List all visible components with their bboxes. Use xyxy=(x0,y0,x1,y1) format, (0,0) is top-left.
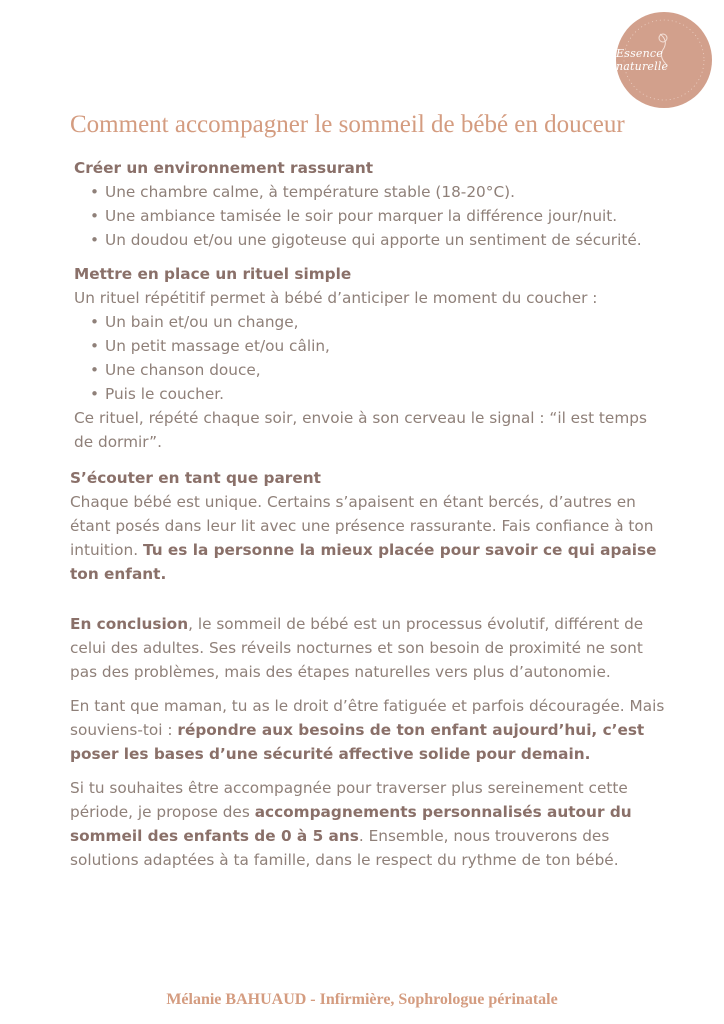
page-title: Comment accompagner le sommeil de bébé en douceur xyxy=(70,111,625,138)
paragraph-text: Si tu souhaites être accompagnée pour traverser plus sereinement cette période, je propose des xyxy=(70,779,628,821)
paragraph: Un rituel répétitif permet à bébé d’anticiper le moment du coucher : xyxy=(74,289,598,307)
paragraph xyxy=(70,694,670,766)
footer-signature: Mélanie BAHUAUD - Infirmière, Sophrologue périnatale xyxy=(166,991,558,1008)
paragraph xyxy=(70,776,670,872)
bold-text: En conclusion xyxy=(70,615,189,633)
brand-logo xyxy=(616,12,712,108)
main-content xyxy=(70,156,670,872)
bullet-list xyxy=(74,310,670,406)
paragraph-text: En tant que maman, tu as le droit d’être fatiguée et parfois découragée. Mais souviens-toi : xyxy=(70,697,665,739)
paragraph-text: . Ensemble, nous trouverons des solutions adaptées à ta famille, dans le respect du rythme de ton bébé. xyxy=(70,827,619,869)
section-ritual xyxy=(70,262,670,454)
paragraph xyxy=(70,612,670,684)
paragraph-text: Chaque bébé est unique. Certains s’apaisent en étant bercés, d’autres en étant posés dans leur lit avec une présence rassurante. Fais confiance à ton intuition. xyxy=(70,493,654,559)
bold-text: accompagnements personnalisés autour du sommeil des enfants de 0 à 5 ans xyxy=(70,803,632,845)
bullet-list xyxy=(74,180,670,252)
bold-text: répondre aux besoins de ton enfant aujourd’hui, c’est poser les bases d’une sécurité affective solide pour demain. xyxy=(70,721,645,763)
logo-text: Essence naturelle xyxy=(616,47,669,73)
list-item: • Un petit massage et/ou câlin, xyxy=(90,334,670,358)
paragraph xyxy=(70,490,670,586)
section-heading: S’écouter en tant que parent xyxy=(70,469,321,487)
list-item: • Une chanson douce, xyxy=(90,358,670,382)
list-item: • Une ambiance tamisée le soir pour marquer la différence jour/nuit. xyxy=(90,204,670,228)
section-environment xyxy=(70,156,670,252)
section-heading: Créer un environnement rassurant xyxy=(74,159,374,177)
section-heading: Mettre en place un rituel simple xyxy=(74,265,352,283)
paragraph: Ce rituel, répété chaque soir, envoie à son cerveau le signal : “il est temps de dormir”. xyxy=(74,409,647,451)
list-item: • Puis le coucher. xyxy=(90,382,670,406)
section-listen xyxy=(70,466,670,586)
list-item: • Une chambre calme, à température stable (18-20°C). xyxy=(90,180,670,204)
section-conclusion xyxy=(70,612,670,872)
list-item: • Un bain et/ou un change, xyxy=(90,310,670,334)
paragraph-text: , le sommeil de bébé est un processus évolutif, différent de celui des adultes. Ses réveils nocturnes et son besoin de proximité ne sont pas des problèmes, mais des étapes naturelles vers plus d’autonomie. xyxy=(70,615,644,681)
list-item: • Un doudou et/ou une gigoteuse qui apporte un sentiment de sécurité. xyxy=(90,228,670,252)
bold-text: Tu es la personne la mieux placée pour savoir ce qui apaise ton enfant. xyxy=(70,541,657,583)
